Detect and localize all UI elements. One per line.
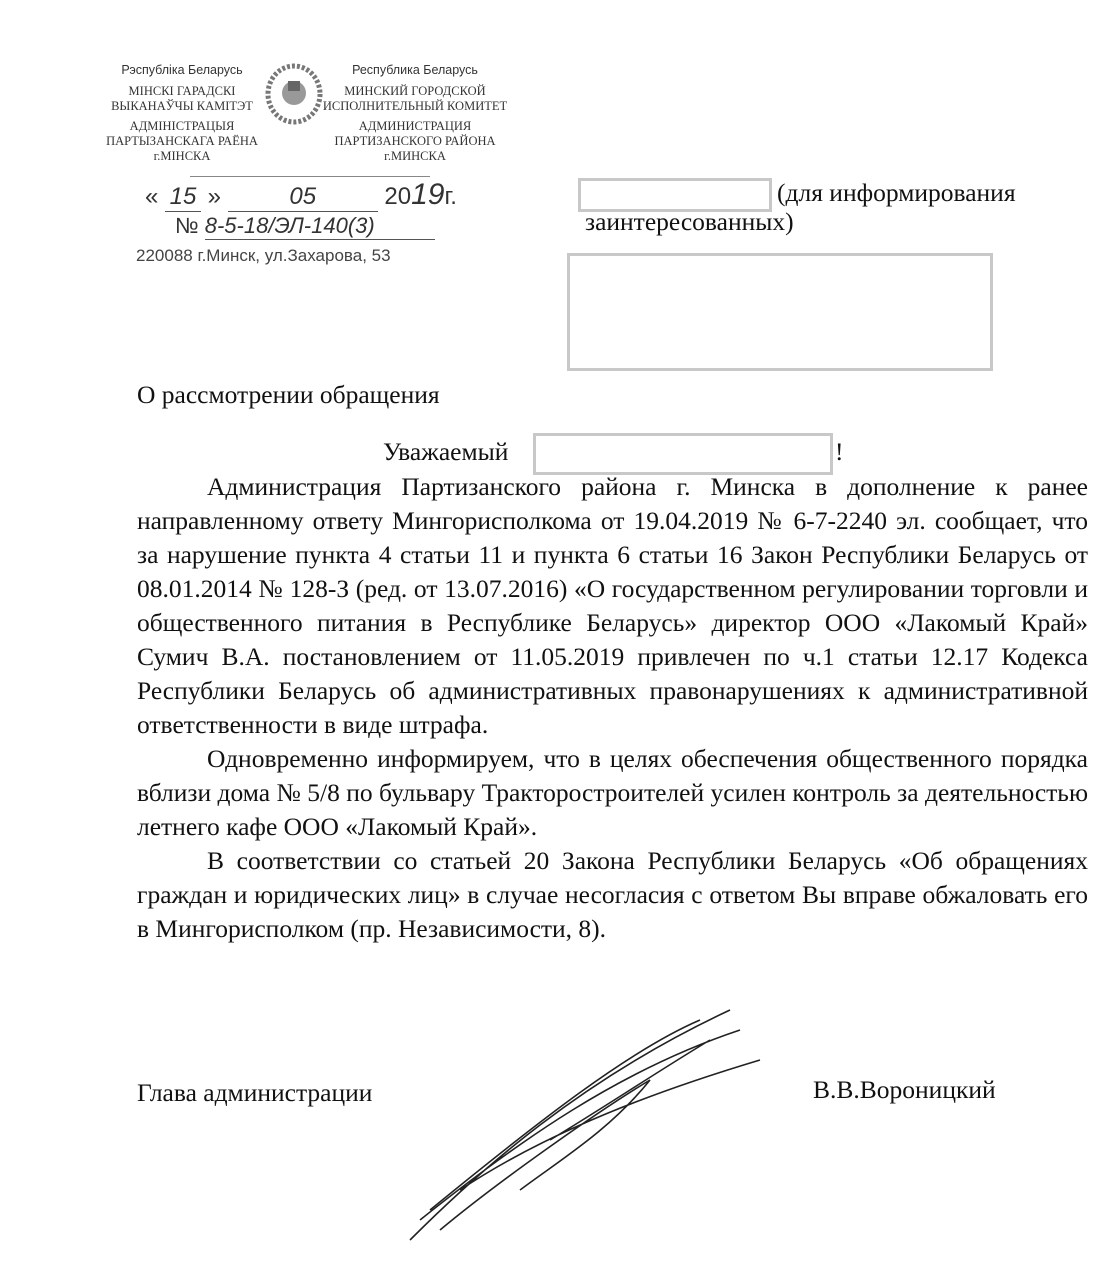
doc-number-line [175,213,435,240]
date-year-prefix: 20 [384,183,412,210]
recipient-note: заинтересованных) [585,207,794,236]
paragraph: Одновременно информируем, что в целях обеспечения общественного порядка вблизи дома № 5/8 по бульвару Тракторостроителей усилен контроль за деятельностью летнего кафе ООО «Лакомый Край». [137,744,1088,841]
letter-body [137,470,1088,946]
paragraph: Администрация Партизанского района г. Минска в дополнение к ранее направленному ответу Мингорисполкома от 19.04.2019 № 6-7-2240 эл. сообщает, что за нарушение пункта 4 статьи 11 и пункта 6 статьи 16 Закон Республики Беларусь от 08.01.2014 № 128-З (ред. от 13.07.2016) «О государственном регулировании торговли и общественного питания в Республике Беларусь» директор ООО «Лакомый Край» Сумич В.А. постановлением от 11.05.2019 привлечен по ч.1 статьи 12.17 Кодекса Республики Беларусь об административных правонарушениях к административной ответственности в виде штрафа. [137,472,1088,739]
date-year-mark: г. [444,183,457,210]
number-label: № [175,213,199,238]
doc-number: 8-5-18/ЭЛ-140(3) [205,213,435,240]
admin-line: ПАРТЫЗАНСКАГА РАЁНА [106,134,258,148]
signatory-position: Глава администрации [137,1078,373,1107]
handwritten-signature [400,990,780,1250]
redacted-addressee [533,433,833,475]
signatory-name: В.В.Вороницкий [813,1075,996,1104]
org-line: ИСПОЛНИТЕЛЬНЫЙ КОМИТЕТ [322,99,508,113]
republic-ru: Республика Беларусь [352,63,478,77]
city-line: г.МИНСКА [384,149,446,163]
date-month: 05 [228,183,378,212]
date-day: 15 [165,183,201,212]
admin-line: АДМІНІСТРАЦЫЯ [129,119,235,133]
paragraph: В соответствии со статьей 20 Закона Республики Беларусь «Об обращениях граждан и юридических лиц» в случае несогласия с ответом Вы вправе обжаловать его в Мингорисполком (пр. Независимости, 8). [137,846,1088,943]
city-line: г.МІНСКА [153,149,211,163]
org-line: МІНСКІ ГАРАДСКІ [128,84,236,98]
subject-line: О рассмотрении обращения [137,380,440,409]
republic-by: Рэспубліка Беларусь [121,63,243,77]
org-line: МИНСКИЙ ГОРОДСКОЙ [344,84,486,98]
admin-line: ПАРТИЗАНСКОГО РАЙОНА [334,134,496,148]
letterhead-left [92,63,272,164]
letterhead-right [320,63,510,164]
recipient-note: (для информирования [777,178,1016,207]
date-line: « 15 » 05 2019г. [145,178,457,211]
redacted-recipient-address [567,253,993,371]
date-year-suffix: 19 [411,178,445,211]
address: 220088 г.Минск, ул.Захарова, 53 [136,246,391,265]
salutation-suffix: ! [835,437,844,466]
admin-line: АДМИНИСТРАЦИЯ [358,119,472,133]
salutation: Уважаемый [383,437,509,466]
org-line: ВЫКАНАЎЧЫ КАМІТЭТ [111,99,253,113]
coat-of-arms-icon [264,63,324,125]
